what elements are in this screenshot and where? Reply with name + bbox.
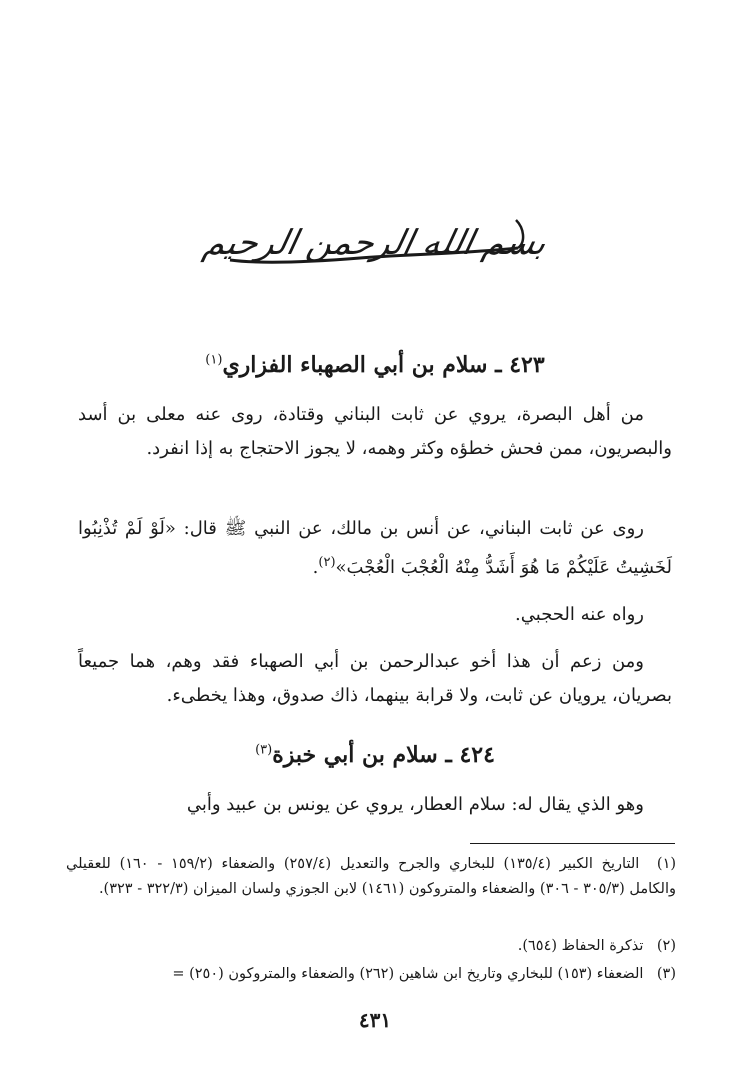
entry-title-text: ٤٢٣ ـ سلام بن أبي الصهباء الفزاري: [222, 352, 545, 378]
footnote-number: (١): [656, 856, 677, 872]
paragraph-narrated-by: رواه عنه الحجبي.: [515, 604, 644, 625]
footnote-ref-1: (١): [205, 352, 223, 368]
footnote-number: (٢): [656, 938, 676, 954]
footnote-2: [66, 934, 676, 959]
paragraph-clarification: ومن زعم أن هذا أخو عبدالرحمن بن أبي الصهباء فقد وهم، هما جميعاً بصريان، يرويان عن ثابت، ولا قرابة بينهما، ذاك صدوق، وهذا يخطىء.: [78, 651, 672, 706]
footnote-text: الضعفاء (١٥٣) للبخاري وتاريخ ابن شاهين (٢٦٢) والضعفاء والمتروكون (٢٥٠) =: [172, 966, 644, 982]
hadith-text: روى عن ثابت البناني، عن أنس بن مالك، عن النبي ﷺ قال: «لَوْ لَمْ تُذْنِبُوا لَخَشِيتُ عَلَيْكُمْ مَا هُوَ أَشَدُّ مِنْهُ الْعُجْبَ الْعُجْبَ»: [78, 518, 672, 578]
footnote-divider: [470, 843, 675, 844]
entry-title-text: ٤٢٤ ـ سلام بن أبي خبزة: [272, 742, 495, 768]
entry-424-title: [160, 742, 590, 768]
paragraph-narrator-description: من أهل البصرة، يروي عن ثابت البناني وقتادة، روى عنه معلى بن أسد والبصريون، ممن فحش خطؤه وكثر وهمه، لا يجوز الاحتجاج به إذا انفرد.: [78, 404, 672, 459]
basmala-text: بسم الله الرحمن الرحيم: [199, 223, 551, 263]
footnote-text: التاريخ الكبير (١٣٥/٤) للبخاري والجرح والتعديل (٢٥٧/٤) والضعفاء (١٥٩/٢ - ١٦٠) للعقيلي والكامل (٣٠٥/٣ - ٣٠٦) والضعفاء والمتروكون (١٤٦١) لابن الجوزي ولسان الميزان (٣٢٢/٣ - ٣٢٣).: [66, 856, 676, 897]
footnote-1: [66, 852, 676, 902]
footnote-text: تذكرة الحفاظ (٦٥٤).: [517, 938, 644, 954]
paragraph-entry-424: وهو الذي يقال له: سلام العطار، يروي عن يونس بن عبيد وأبي: [186, 794, 644, 815]
basmala-calligraphy: [200, 198, 550, 288]
paragraph-hadith: [78, 512, 672, 585]
footnote-ref-2: (٢): [318, 555, 336, 570]
footnote-number: (٣): [656, 966, 676, 982]
page-number: ٤٣١: [358, 1008, 392, 1032]
entry-423-title: [160, 352, 590, 378]
footnote-ref-3: (٣): [255, 742, 273, 758]
footnote-3: [66, 962, 676, 987]
hadith-end-dot: .: [312, 557, 319, 578]
